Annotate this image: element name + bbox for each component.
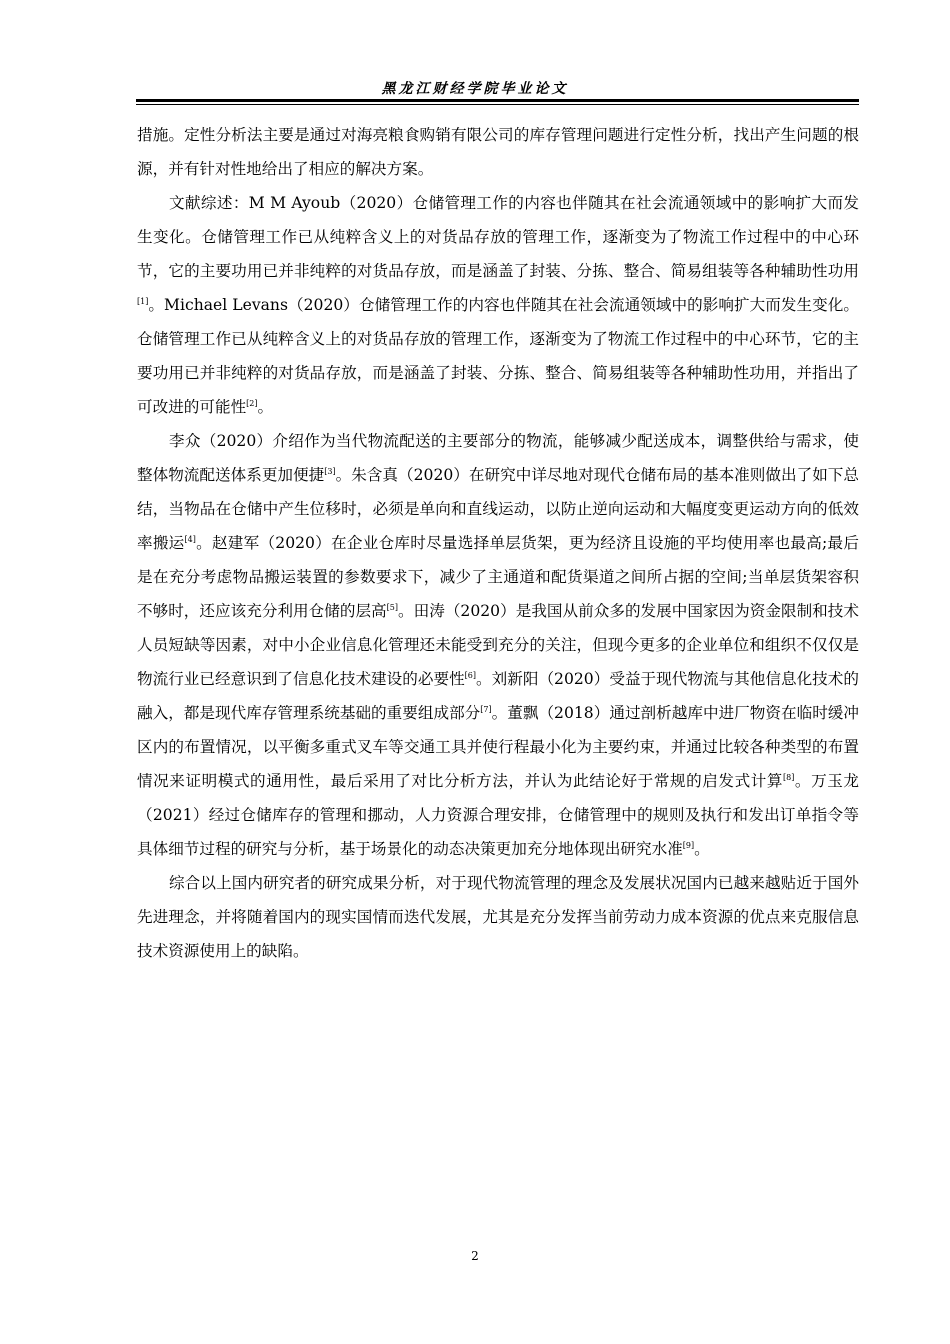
citation-ref: [8]: [783, 772, 795, 782]
paragraph-p1: [137, 118, 859, 186]
citation-ref: [1]: [137, 296, 149, 306]
paragraph-text: 李众（2020）介绍作为当代物流配送的主要部分的物流，能够减少配送成本，调整供给与需求，使整体物流配送体系更加便捷: [137, 432, 859, 484]
running-header-title: 黑龙江财经学院毕业论文: [381, 81, 569, 97]
citation-ref: [5]: [386, 602, 398, 612]
paragraph-text: 措施。定性分析法主要是通过对海亮粮食购销有限公司的库存管理问题进行定性分析，找出产生问题的根源，并有针对性地给出了相应的解决方案。: [137, 126, 859, 178]
paragraph-text: 。Michael Levans（2020）仓储管理工作的内容也伴随其在社会流通领域中的影响扩大而发生变化。仓储管理工作已从纯粹含义上的对货品存放的管理工作，逐渐变为了物流工作过程中的中心环节，它的主要功用已并非纯粹的对货品存放，而是涵盖了封装、分拣、整合、简易组装等各种辅助性功用，并指出了可改进的可能性: [137, 296, 859, 416]
citation-ref: [2]: [246, 398, 258, 408]
paragraph-text: 。: [694, 840, 710, 858]
header-rule-thick: [136, 99, 859, 102]
paragraph-p3: [137, 424, 859, 866]
paragraph-text: 。刘新阳（2020）受益于现代物流与其他信息化技术的融入，都是现代库存管理系统基础的重要组成部分: [137, 670, 859, 722]
paragraph-p4: [137, 866, 859, 968]
paragraph-text: 。董飘（2018）通过剖析越库中进厂物资在临时缓冲区内的布置情况，以平衡多重式叉车等交通工具并使行程最小化为主要约束，并通过比较各种类型的布置情况来证明模式的通用性，最后采用了对比分析方法，并认为此结论好于常规的启发式计算: [137, 704, 859, 790]
body-text: [137, 118, 859, 968]
paragraph-p2: [137, 186, 859, 424]
citation-ref: [7]: [480, 704, 492, 714]
citation-ref: [4]: [184, 534, 196, 544]
paragraph-text: 。田涛（2020）是我国从前众多的发展中国家因为资金限制和技术人员短缺等因素，对中小企业信息化管理还未能受到充分的关注，但现今更多的企业单位和组织不仅仅是物流行业已经意识到了信息化技术建设的必要性: [137, 602, 859, 688]
paragraph-text: 综合以上国内研究者的研究成果分析，对于现代物流管理的理念及发展状况国内已越来越贴近于国外先进理念，并将随着国内的现实国情而迭代发展，尤其是充分发挥当前劳动力成本资源的优点来克服信息技术资源使用上的缺陷。: [137, 874, 859, 960]
paragraph-text: 。万玉龙（2021）经过仓储库存的管理和挪动，人力资源合理安排，仓储管理中的规则及执行和发出订单指令等具体细节过程的研究与分析，基于场景化的动态决策更加充分地体现出研究水准: [137, 772, 859, 858]
paragraph-text: 文献综述：M M Ayoub（2020）仓储管理工作的内容也伴随其在社会流通领域中的影响扩大而发生变化。仓储管理工作已从纯粹含义上的对货品存放的管理工作，逐渐变为了物流工作过程中的中心环节，它的主要功用已并非纯粹的对货品存放，而是涵盖了封装、分拣、整合、简易组装等各种辅助性功用: [137, 194, 859, 280]
page-number: 2: [471, 1249, 479, 1263]
header-rule-thin: [136, 104, 859, 105]
citation-ref: [6]: [464, 670, 477, 680]
paragraph-text: 。朱含真（2020）在研究中详尽地对现代仓储布局的基本准则做出了如下总结，当物品在仓储中产生位移时，必须是单向和直线运动，以防止逆向运动和大幅度变更运动方向的低效率搬运: [137, 466, 859, 552]
paragraph-text: 。: [257, 398, 274, 416]
paragraph-text: 。赵建军（2020）在企业仓库时尽量选择单层货架，更为经济且设施的平均使用率也最高;最后是在充分考虑物品搬运装置的参数要求下，减少了主通道和配货渠道之间所占据的空间;当单层货架容积不够时，还应该充分利用仓储的层高: [137, 534, 859, 620]
citation-ref: [3]: [324, 466, 336, 476]
citation-ref: [9]: [682, 840, 695, 850]
